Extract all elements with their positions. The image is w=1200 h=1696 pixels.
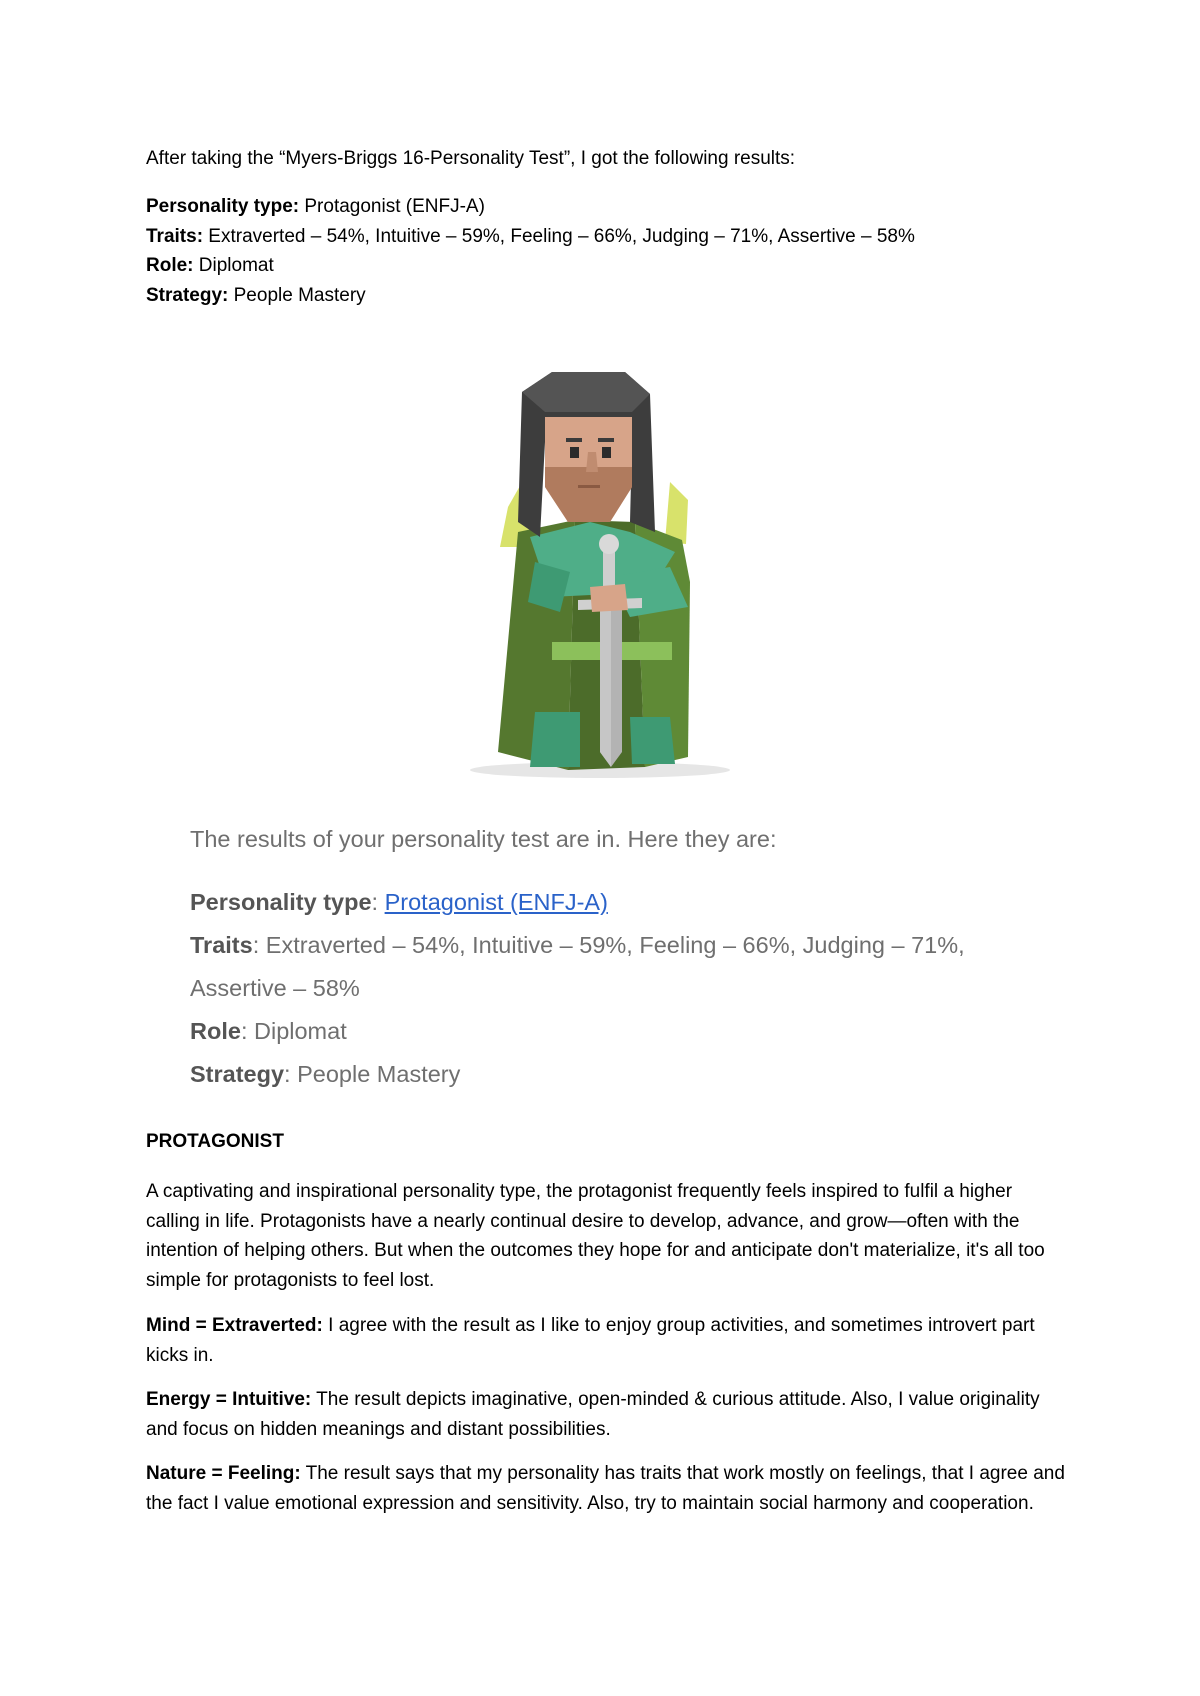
summary-personality-label: Personality type: (146, 196, 300, 217)
protagonist-character-illustration (460, 372, 750, 782)
mind-text: I agree with the result as I like to enjoy group activities, and sometimes introvert part kicks in. (146, 1315, 1035, 1366)
quoted-test-result-screenshot (190, 826, 1050, 1096)
screenshot-role-label: Role (190, 1018, 241, 1044)
screenshot-strategy-value: People Mastery (290, 1061, 461, 1087)
screenshot-traits-value: Extraverted – 54%, Intuitive – 59%, Feeling – 66%, Judging – 71%, (259, 932, 965, 958)
energy-text: The result depicts imaginative, open-minded & curious attitude. Also, I value originality and focus on hidden meanings and distant possibilities. (146, 1389, 1040, 1440)
nature-paragraph (146, 1459, 1066, 1518)
mind-label: Mind = Extraverted: (146, 1315, 323, 1336)
screenshot-personality-label: Personality type (190, 889, 372, 915)
summary-strategy-label: Strategy: (146, 284, 229, 306)
screenshot-traits-line (190, 924, 1050, 967)
screenshot-traits-continuation: Assertive – 58% (190, 975, 360, 1001)
screenshot-colon: : (252, 932, 260, 958)
summary-traits-line (146, 222, 915, 252)
summary-role-line (146, 251, 915, 281)
summary-traits-label: Traits: (146, 225, 204, 247)
summary-strategy-line (146, 281, 915, 311)
summary-personality-value: Protagonist (ENFJ-A) (299, 196, 485, 217)
screenshot-traits-label: Traits (190, 932, 253, 958)
nature-label: Nature = Feeling: (146, 1463, 301, 1484)
summary-strategy-value: People Mastery (228, 284, 366, 306)
protagonist-link[interactable]: Protagonist (ENFJ-A) (384, 889, 608, 915)
section-heading: PROTAGONIST (146, 1131, 284, 1152)
mind-paragraph (146, 1311, 1066, 1370)
screenshot-personality-line (190, 881, 1050, 924)
screenshot-lead-text: The results of your personality test are in. Here they are: (190, 826, 777, 852)
intro-text: After taking the “Myers-Briggs 16-Personality Test”, I got the following results: (146, 148, 796, 169)
summary-role-value: Diplomat (193, 255, 274, 276)
screenshot-role-value: Diplomat (247, 1018, 347, 1044)
screenshot-colon: : (240, 1018, 248, 1044)
screenshot-role-line (190, 1010, 1050, 1053)
description-paragraph: A captivating and inspirational personality type, the protagonist frequently feels inspired to fulfil a higher calling in life. Protagonists have a nearly continual desire to develop, advance, and grow—often with the intention of helping others. But when the outcomes they hope for and anticipate don't materialize, it's all too simple for protagonists to feel lost. (146, 1181, 1045, 1291)
results-summary (146, 192, 915, 310)
screenshot-strategy-line (190, 1053, 1050, 1096)
screenshot-colon: : (284, 1061, 291, 1087)
summary-role-label: Role: (146, 255, 194, 276)
screenshot-strategy-label: Strategy (190, 1061, 285, 1087)
summary-traits-value: Extraverted – 54%, Intuitive – 59%, Feeling – 66%, Judging – 71%, Assertive – 58% (203, 225, 915, 247)
screenshot-colon: : (371, 889, 379, 915)
nature-text: The result says that my personality has traits that work mostly on feelings, that I agree and the fact I value emotional expression and sensitivity. Also, try to maintain social harmony and cooperation. (146, 1463, 1065, 1514)
energy-paragraph (146, 1385, 1066, 1444)
energy-label: Energy = Intuitive: (146, 1389, 312, 1410)
summary-personality-line (146, 192, 915, 222)
